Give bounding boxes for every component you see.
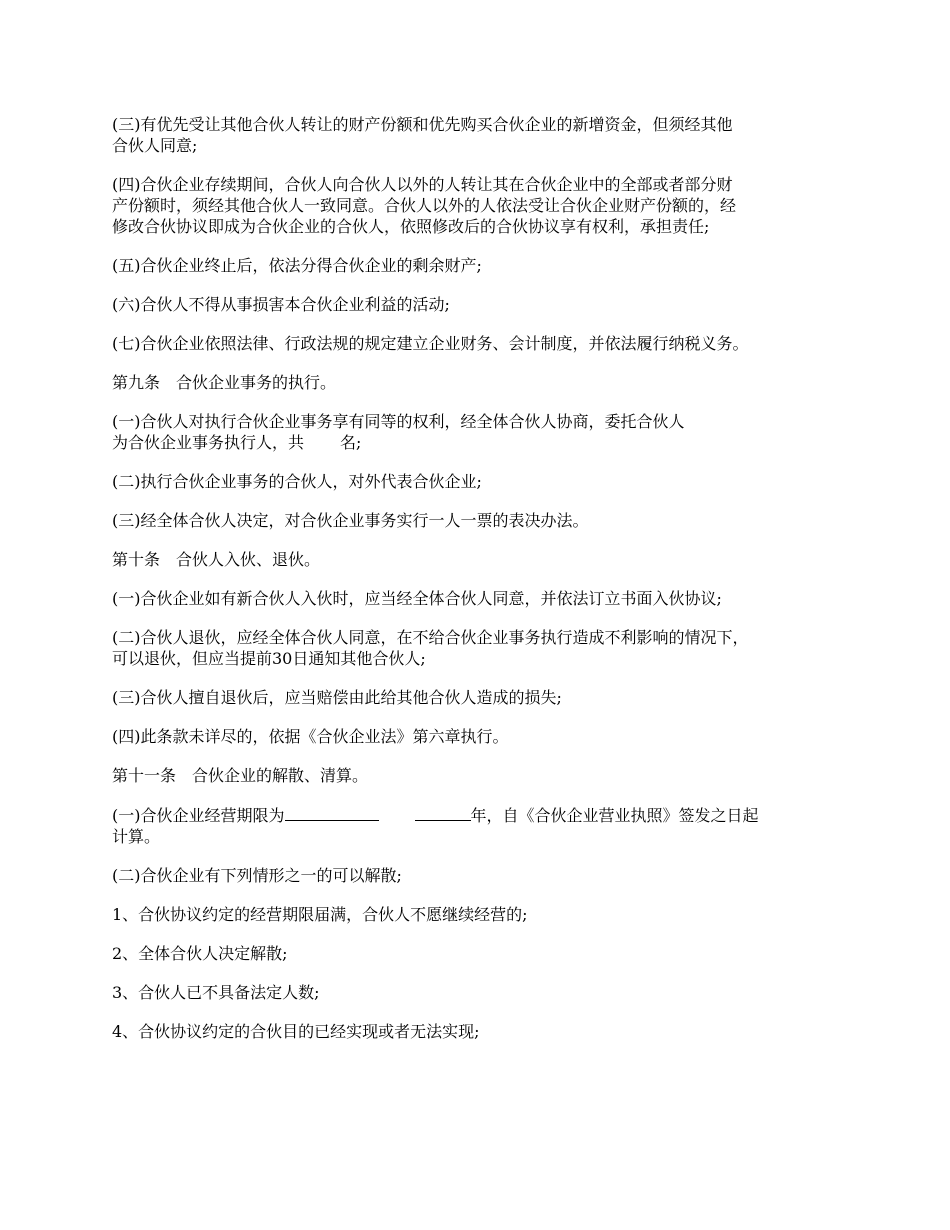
list-item [112,982,842,1003]
text-line [112,432,842,453]
clause-paragraph [112,687,842,708]
clause-paragraph [112,865,842,886]
text-line: 计算。 [112,827,161,846]
text-line: 2、全体合伙人决定解散; [112,944,288,963]
text-segment: (一)合伙企业经营期限为 [112,806,285,825]
text-line: (二)合伙人退伙，应经全体合伙人同意，在不给合伙企业事务执行造成不利影响的情况下， [112,628,749,647]
list-item [112,1021,842,1042]
text-line: 产份额时，须经其他合伙人一致同意。合伙人以外的人依法受让合伙企业财产份额的，经 [112,196,737,215]
text-segment: 年，自《合伙企业营业执照》签发之日起 [470,806,759,825]
article-heading [112,549,842,570]
clause-paragraph [112,588,842,609]
list-item [112,904,842,925]
text-line: (四)合伙企业存续期间，合伙人向合伙人以外的人转让其在合伙企业中的全部或者部分财 [112,175,733,194]
document-page [112,114,842,1060]
clause-paragraph [112,114,842,156]
clause-paragraph [112,294,842,315]
text-line: (二)合伙企业有下列情形之一的可以解散; [112,866,402,885]
text-line: 修改合伙协议即成为合伙企业的合伙人，依照修改后的合伙协议享有权利，承担责任; [112,217,710,236]
text-line: (三)合伙人擅自退伙后，应当赔偿由此给其他合伙人造成的损失; [112,688,562,707]
text-line: (七)合伙企业依照法律、行政法规的规定建立企业财务、会计制度，并依法履行纳税义务。 [112,334,749,353]
text-segment: 名; [340,433,362,452]
article-heading [112,765,842,786]
text-line: (三)经全体合伙人决定，对合伙企业事务实行一人一票的表决办法。 [112,511,589,530]
fill-in-blank[interactable] [285,804,379,821]
clause-paragraph [112,726,842,747]
text-line: (一)合伙企业如有新合伙人入伙时，应当经全体合伙人同意，并依法订立书面入伙协议; [112,589,722,608]
fill-in-blank[interactable] [415,804,471,821]
text-line: 1、合伙协议约定的经营期限届满，合伙人不愿继续经营的; [112,905,528,924]
text-line: 第十条 合伙人入伙、退伙。 [112,550,321,569]
text-line: (三)有优先受让其他合伙人转让的财产份额和优先购买合伙企业的新增资金，但须经其他 [112,115,733,134]
clause-paragraph [112,333,842,354]
text-line: 4、合伙协议约定的合伙目的已经实现或者无法实现; [112,1022,480,1041]
text-line: 第十一条 合伙企业的解散、清算。 [112,766,369,785]
list-item [112,943,842,964]
text-line [112,804,842,826]
clause-paragraph [112,627,842,669]
text-line: 第九条 合伙企业事务的执行。 [112,373,337,392]
text-line: (六)合伙人不得从事损害本合伙企业利益的活动; [112,295,450,314]
clause-paragraph [112,510,842,531]
clause-paragraph [112,411,842,453]
text-line: 可以退伙，但应当提前30日通知其他合伙人; [112,649,426,668]
text-line: 合伙人同意; [112,136,198,155]
text-segment: 为合伙企业事务执行人，共 [112,433,305,452]
clause-paragraph [112,174,842,237]
article-heading [112,372,842,393]
clause-paragraph [112,804,842,847]
text-line: (四)此条款未详尽的，依据《合伙企业法》第六章执行。 [112,727,509,746]
text-line: 3、合伙人已不具备法定人数; [112,983,320,1002]
text-line: (一)合伙人对执行合伙企业事务享有同等的权利，经全体合伙人协商，委托合伙人 [112,412,685,431]
clause-paragraph [112,471,842,492]
clause-paragraph [112,255,842,276]
text-line: (五)合伙企业终止后，依法分得合伙企业的剩余财产; [112,256,482,275]
text-line: (二)执行合伙企业事务的合伙人，对外代表合伙企业; [112,472,482,491]
